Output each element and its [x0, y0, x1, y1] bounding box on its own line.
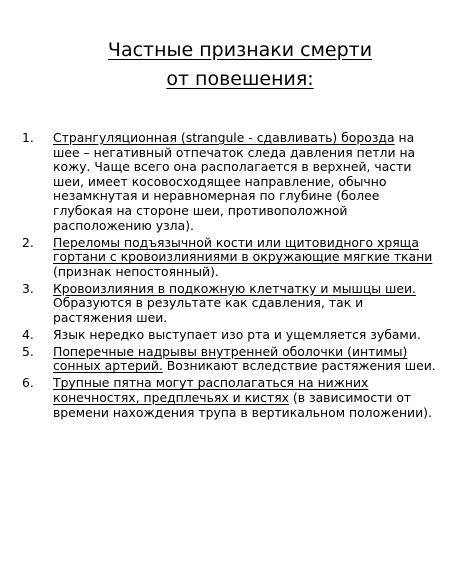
item-underlined-text: Странгуляционная (strangule - сдавливать) борозда: [53, 130, 395, 145]
item-number: 3.: [22, 280, 34, 296]
list-item: [22, 236, 442, 280]
item-number: 2.: [22, 234, 34, 250]
item-underlined-text: Поперечные надрывы внутренней оболочки (интимы) сонных артерий.: [53, 343, 408, 374]
item-number: 1.: [22, 130, 34, 145]
list-item: [22, 282, 442, 326]
item-number: 4.: [22, 326, 34, 342]
title-line-1: Частные признаки смерти: [107, 39, 373, 61]
item-text: (в зависимости от времени нахождения трупа в вертикальном положении).: [53, 390, 432, 420]
list-item: [22, 131, 442, 233]
item-text: (признак непостоянный).: [53, 263, 219, 279]
item-underlined-text: Кровоизлияния в подкожную клетчатку и мышцы шеи.: [53, 280, 416, 296]
signs-list: [22, 131, 442, 423]
item-underlined-text: Трупные пятна могут располагаться на нижних конечностях, предплечьях и кистях: [53, 375, 369, 406]
item-text: Возникают вследствие растяжения шеи.: [162, 358, 436, 374]
title-line-2: от повешения:: [166, 68, 314, 90]
list-item: [22, 328, 442, 343]
item-number: 6.: [22, 375, 34, 391]
item-number: 5.: [22, 343, 34, 359]
list-item: [22, 376, 442, 420]
list-item: [22, 345, 442, 374]
item-text: на шее – негативный отпечаток следа давления петли на кожу. Чаще всего она располагается в верхней, части шеи, имеет косовосходящее направление, обычно незамкнутая и неравномерная по глубине (более глубокая на стороне шеи, противоположной расположению узла).: [53, 130, 416, 233]
item-text: Образуются в результате как сдавления, так и растяжения шеи.: [53, 295, 364, 325]
item-underlined-text: Переломы подъязычной кости или щитовидного хряща гортани с кровоизлияниями в окружающие мягкие ткани: [53, 234, 433, 265]
item-text: Язык нередко выступает изо рта и ущемляется зубами.: [53, 326, 421, 342]
slide-title: [40, 36, 440, 94]
